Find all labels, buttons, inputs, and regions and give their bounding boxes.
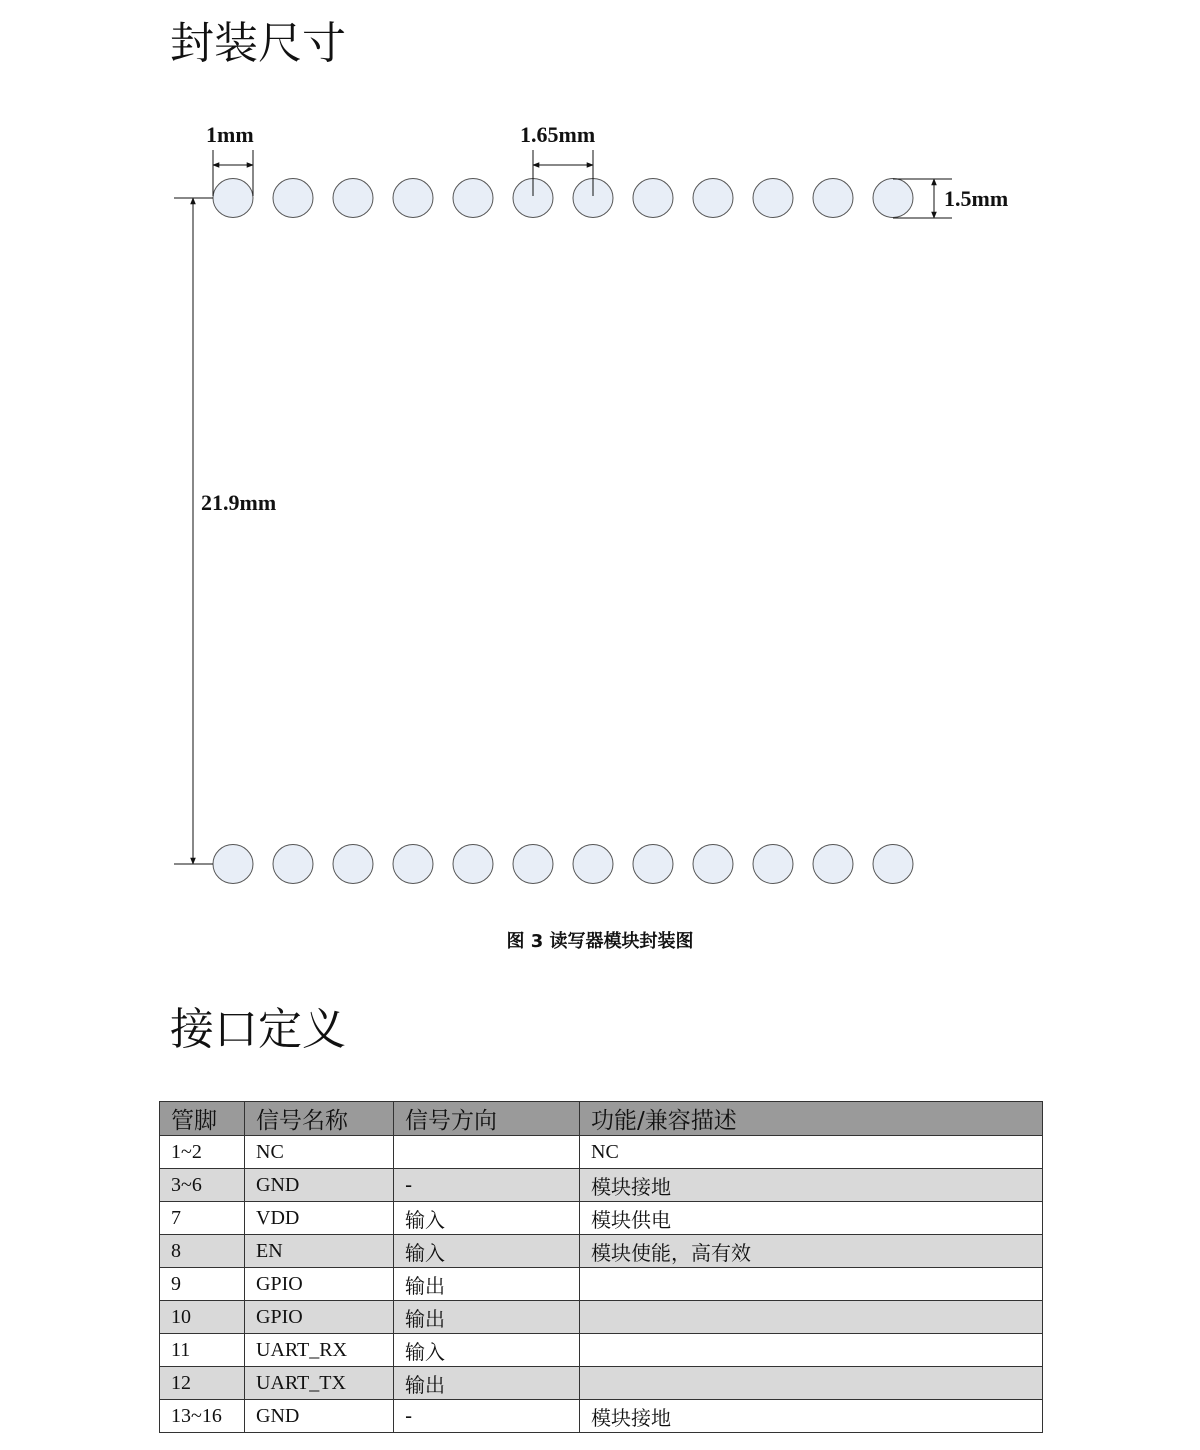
pad-top-1 <box>213 179 253 218</box>
pad-top-12 <box>873 179 913 218</box>
pad-top-4 <box>393 179 433 218</box>
row-spacing-dimension <box>174 198 276 864</box>
cell-signal-name: EN <box>245 1235 394 1268</box>
cell-description: 模块供电 <box>580 1202 1043 1235</box>
cell-description <box>580 1334 1043 1367</box>
row-spacing-label: 21.9mm <box>201 490 277 515</box>
cell-pin: 7 <box>160 1202 245 1235</box>
section-title-interface: 接口定义 <box>170 1004 346 1055</box>
cell-pin: 12 <box>160 1367 245 1400</box>
cell-direction: 输入 <box>394 1202 580 1235</box>
table-row <box>160 1268 1043 1301</box>
pad-bottom-1 <box>213 845 253 884</box>
cell-signal-name: GND <box>245 1400 394 1433</box>
cell-signal-name: UART_TX <box>245 1367 394 1400</box>
table-header-row <box>160 1102 1043 1136</box>
cell-pin: 13~16 <box>160 1400 245 1433</box>
pad-bottom-4 <box>393 845 433 884</box>
cell-pin: 3~6 <box>160 1169 245 1202</box>
cell-signal-name: VDD <box>245 1202 394 1235</box>
cell-description: NC <box>580 1136 1043 1169</box>
cell-description <box>580 1301 1043 1334</box>
cell-description: 模块接地 <box>580 1169 1043 1202</box>
pad-row-top <box>213 179 913 218</box>
pad-top-11 <box>813 179 853 218</box>
cell-direction <box>394 1136 580 1169</box>
table-row <box>160 1367 1043 1400</box>
pad-top-8 <box>633 179 673 218</box>
pad-bottom-6 <box>513 845 553 884</box>
cell-direction: 输出 <box>394 1301 580 1334</box>
pad-bottom-2 <box>273 845 313 884</box>
cell-pin: 9 <box>160 1268 245 1301</box>
cell-pin: 11 <box>160 1334 245 1367</box>
pad-top-2 <box>273 179 313 218</box>
pad-bottom-8 <box>633 845 673 884</box>
figure-caption: 图 3 读写器模块封装图 <box>506 931 694 952</box>
cell-description: 模块使能，高有效 <box>580 1235 1043 1268</box>
pad-bottom-3 <box>333 845 373 884</box>
pad-top-5 <box>453 179 493 218</box>
section-title-package: 封装尺寸 <box>170 18 346 69</box>
pitch-label: 1.65mm <box>520 122 596 147</box>
table-row <box>160 1169 1043 1202</box>
cell-description: 模块接地 <box>580 1400 1043 1433</box>
pad-height-label: 1.5mm <box>944 186 1009 211</box>
pad-bottom-10 <box>753 845 793 884</box>
cell-signal-name: NC <box>245 1136 394 1169</box>
pad-bottom-5 <box>453 845 493 884</box>
cell-pin: 1~2 <box>160 1136 245 1169</box>
cell-description <box>580 1268 1043 1301</box>
pad-bottom-12 <box>873 845 913 884</box>
pad-width-label: 1mm <box>206 122 254 147</box>
pad-top-3 <box>333 179 373 218</box>
cell-direction: 输入 <box>394 1235 580 1268</box>
cell-direction: 输出 <box>394 1367 580 1400</box>
cell-signal-name: GND <box>245 1169 394 1202</box>
cell-direction: 输出 <box>394 1268 580 1301</box>
header-pin: 管脚 <box>160 1102 245 1136</box>
pad-row-bottom <box>213 845 913 884</box>
table-row <box>160 1235 1043 1268</box>
table-row <box>160 1301 1043 1334</box>
pad-bottom-11 <box>813 845 853 884</box>
header-signal-direction: 信号方向 <box>394 1102 580 1136</box>
table-row <box>160 1400 1043 1433</box>
table-row <box>160 1202 1043 1235</box>
cell-signal-name: GPIO <box>245 1301 394 1334</box>
header-signal-name: 信号名称 <box>245 1102 394 1136</box>
cell-direction: - <box>394 1400 580 1433</box>
cell-pin: 8 <box>160 1235 245 1268</box>
cell-pin: 10 <box>160 1301 245 1334</box>
cell-signal-name: GPIO <box>245 1268 394 1301</box>
pad-bottom-7 <box>573 845 613 884</box>
table-row <box>160 1136 1043 1169</box>
cell-signal-name: UART_RX <box>245 1334 394 1367</box>
cell-direction: - <box>394 1169 580 1202</box>
pad-top-10 <box>753 179 793 218</box>
pad-top-9 <box>693 179 733 218</box>
pad-bottom-9 <box>693 845 733 884</box>
pin-definition-table <box>159 1101 1043 1433</box>
cell-description <box>580 1367 1043 1400</box>
header-function: 功能/兼容描述 <box>580 1102 1043 1136</box>
cell-direction: 输入 <box>394 1334 580 1367</box>
table-row <box>160 1334 1043 1367</box>
